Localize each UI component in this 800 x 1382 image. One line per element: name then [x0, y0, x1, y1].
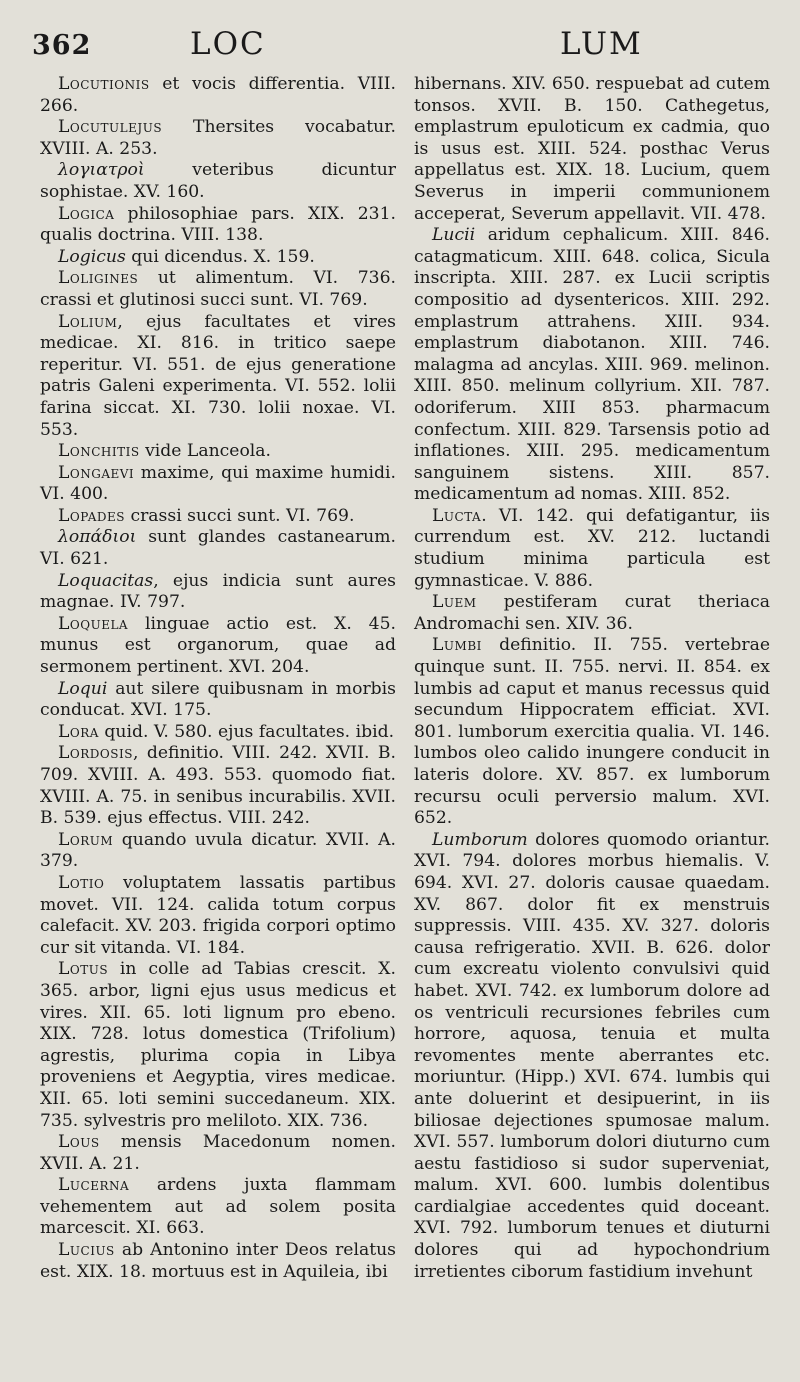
entry-text: veteribus dicuntur sophistae. XV. 160.	[40, 160, 396, 202]
index-entry	[40, 506, 396, 528]
entry-headword: Logicus	[58, 246, 126, 267]
index-entry	[40, 441, 396, 463]
page-number: 362	[32, 30, 92, 61]
entry-headword: Loligines	[58, 268, 139, 289]
entry-headword: Loqui	[58, 678, 108, 699]
index-entry	[40, 527, 396, 570]
entry-headword: Locutionis	[58, 74, 150, 94]
entry-text: , ejus facultates et vires medicae. XI. 816. in tritico saepe reperitur. VI. 551. de ejus generatione patris Galeni experimenta. VI. 552. lolii farina siccat. XI. 730. lolii noxae. VI. 553.	[40, 311, 396, 440]
entry-text: quando uvula dicatur. XVII. A. 379.	[40, 829, 396, 872]
entry-headword: Lucta	[432, 505, 482, 526]
entry-headword: Locutulejus	[58, 117, 163, 138]
index-entry	[414, 830, 770, 1283]
entry-text: definitio. II. 755. vertebrae quinque sunt. II. 755. nervi. II. 854. ex lumbis ad caput et manus recessus quid secundum Hippocratem efficiat. XVI. 801. lumborum exercitia qualia. VI. 146. lumbos oleo calido inungere conducit in lateris dolore. XV. 857. ex lumborum recursu oculi perversio malum. XVI. 652.	[414, 635, 770, 829]
entry-text: maxime, qui maxime humidi. VI. 400.	[40, 462, 396, 505]
index-entry	[414, 592, 770, 635]
entry-text: hibernans. XIV. 650. respuebat ad cutem tonsos. XVII. B. 150. Cathegetus, emplastrum epuloticum ex cadmia, quo is usus est. XIII. 524. posthac Verus appellatus est. XIX. 18. Lucium, quem Severus in imperii communionem acceperat, Severum appellavit. VII. 478.	[414, 74, 770, 224]
entry-text: pestiferam curat theriaca Andromachi sen. XIV. 36.	[414, 592, 770, 634]
entry-headword: Lora	[58, 721, 99, 742]
entry-headword: Lucius	[58, 1240, 115, 1261]
entry-text: , definitio. VIII. 242. XVII. B. 709. XVIII. A. 493. 553. quomodo fiat. XVIII. A. 75. in senibus incurabilis. XVII. B. 539. ejus effectus. VIII. 242.	[40, 743, 396, 829]
left-text-column	[40, 74, 396, 1283]
entry-text: et vocis differentia. VIII. 266.	[40, 74, 396, 116]
entry-text: . VI. 142. qui defatigantur, iis currendum est. XV. 212. luctandi studium minima particula est gymnasticae. V. 886.	[414, 505, 770, 591]
index-entry	[414, 506, 770, 592]
running-header	[0, 14, 800, 74]
index-entry	[40, 830, 396, 873]
entry-headword: Lucii	[432, 225, 476, 246]
entry-text: qui dicendus. X. 159.	[125, 246, 315, 267]
entry-text: voluptatem lassatis partibus movet. VII. 124. calida totum corpus calefacit. XV. 203. frigida corpori optimo cur sit vitanda. VI. 184.	[40, 872, 396, 958]
entry-text: aut silere quibusnam in morbis conducat. XVI. 175.	[40, 678, 396, 721]
entry-text: dolores quomodo oriantur. XVI. 794. dolores morbus hiemalis. V. 694. XVI. 27. doloris causae quaedam. XV. 867. dolor fit ex menstruis suppressis. VIII. 435. XV. 327. doloris causa refrigeratio. XVII. B. 626. dolor cum excreatu violento convulsivi quid habet. XVI. 742. ex lumborum dolore ad os ventriculi recursiones febriles cum horrore, aquosa, tenuia et multa revomentes mente aberrantes etc. moriuntur. (Hipp.) XVI. 674. lumbis qui ante doluerint et desipuerint, in iis biliosae dejectiones spumosae malum. XVI. 557. lumborum dolori diuturno cum aestu fastidioso si sudor superveniat, malum. XVI. 600. lumbis dolentibus cardialgiae accedentes quid doceant. XVI. 792. lumborum tenues et diuturni dolores qui ad hypochondrium irretientes ciborum fastidium invehunt	[414, 829, 770, 1282]
entry-text: philosophiae pars. XIX. 231. qualis doctrina. VIII. 138.	[40, 203, 396, 246]
entry-text: ardens juxta flammam vehementem aut ad solem posita marcescit. XI. 663.	[40, 1175, 396, 1239]
index-entry	[40, 312, 396, 442]
entry-headword: Lumborum	[432, 829, 528, 850]
entry-headword: Lumbi	[432, 635, 482, 656]
entry-text: sunt glandes castanearum. VI. 621.	[40, 527, 396, 570]
index-entry	[40, 247, 396, 269]
entry-text: crassi succi sunt. VI. 769.	[125, 505, 355, 526]
index-entry	[40, 1175, 396, 1240]
left-running-head: LOC	[190, 26, 266, 62]
right-text-column	[414, 74, 770, 1283]
entry-text: aridum cephalicum. XIII. 846. catagmaticum. XIII. 648. colica, Sicula inscripta. XIII. 287. ex Lucii scriptis compositio ad dysentericos. XIII. 292. emplastrum attrahens. XIII. 934. emplastrum diabotanon. XIII. 746. malagma ad ancylas. XIII. 969. melinon. XIII. 850. melinum collyrium. XII. 787. odoriferum. XIII 853. pharmacum confectum. XIII. 829. Tarsensis potio ad inflationes. XIII. 295. medicamentum sanguinem sistens. XIII. 857. medicamentum ad nomas. XIII. 852.	[414, 225, 770, 505]
index-entry	[40, 743, 396, 829]
entry-text: linguae actio est. X. 45. munus est organorum, quae ad sermonem pertinent. XVI. 204.	[40, 613, 396, 678]
index-entry	[414, 74, 770, 225]
entry-headword: Loquacitas	[58, 570, 154, 591]
entry-headword: λοπάδιοι	[58, 527, 137, 548]
entry-text: in colle ad Tabias crescit. X. 365. arbor, ligni ejus usus medicus et vires. XII. 65. loti lignum pro ebeno. XIX. 728. lotus domestica (Trifolium) agrestis, plurima copia in Libya proveniens et Aegyptia, vires medicae. XII. 65. loti semini succedaneum. XIX. 735. sylvestris pro meliloto. XIX. 736.	[40, 959, 396, 1131]
index-entry	[40, 74, 396, 117]
index-entry	[40, 873, 396, 959]
entry-headword: Lolium	[58, 311, 118, 332]
index-entry	[414, 225, 770, 506]
entry-text: vide Lanceola.	[139, 441, 271, 462]
entry-headword: Lorum	[58, 829, 114, 850]
entry-headword: Lotio	[58, 872, 105, 893]
entry-headword: Luem	[432, 592, 477, 613]
entry-text: quid. V. 580. ejus facultates. ibid.	[98, 721, 395, 742]
entry-headword: Lonchitis	[58, 441, 140, 462]
entry-text: Thersites vocabatur. XVIII. A. 253.	[40, 117, 396, 159]
entry-headword: Loquela	[58, 613, 129, 634]
index-entry	[40, 1132, 396, 1175]
entry-headword: Lordosis	[58, 743, 133, 764]
index-entry	[40, 204, 396, 247]
entry-text: , ejus indicia sunt aures magnae. IV. 797.	[40, 570, 396, 613]
index-entry	[40, 614, 396, 679]
index-entry	[40, 679, 396, 722]
index-entry	[40, 571, 396, 614]
index-entry	[414, 635, 770, 829]
index-entry	[40, 268, 396, 311]
index-entry	[40, 117, 396, 160]
index-entry	[40, 463, 396, 506]
entry-headword: Lous	[58, 1132, 100, 1153]
entry-headword: λογιατροὶ	[58, 160, 145, 181]
index-entry	[40, 959, 396, 1132]
entry-headword: Lopades	[58, 505, 125, 526]
entry-text: ut alimentum. VI. 736. crassi et glutinosi succi sunt. VI. 769.	[40, 268, 396, 310]
index-entry	[40, 1240, 396, 1283]
entry-headword: Lucerna	[58, 1175, 130, 1196]
entry-text: mensis Macedonum nomen. XVII. A. 21.	[40, 1132, 396, 1174]
entry-headword: Logica	[58, 203, 115, 224]
entry-headword: Longaevi	[58, 462, 135, 483]
index-entry	[40, 722, 396, 744]
right-running-head: LUM	[560, 26, 643, 62]
index-entry	[40, 160, 396, 203]
entry-headword: Lotus	[58, 959, 109, 980]
entry-text: ab Antonino inter Deos relatus est. XIX. 18. mortuus est in Aquileia, ibi	[40, 1240, 396, 1282]
